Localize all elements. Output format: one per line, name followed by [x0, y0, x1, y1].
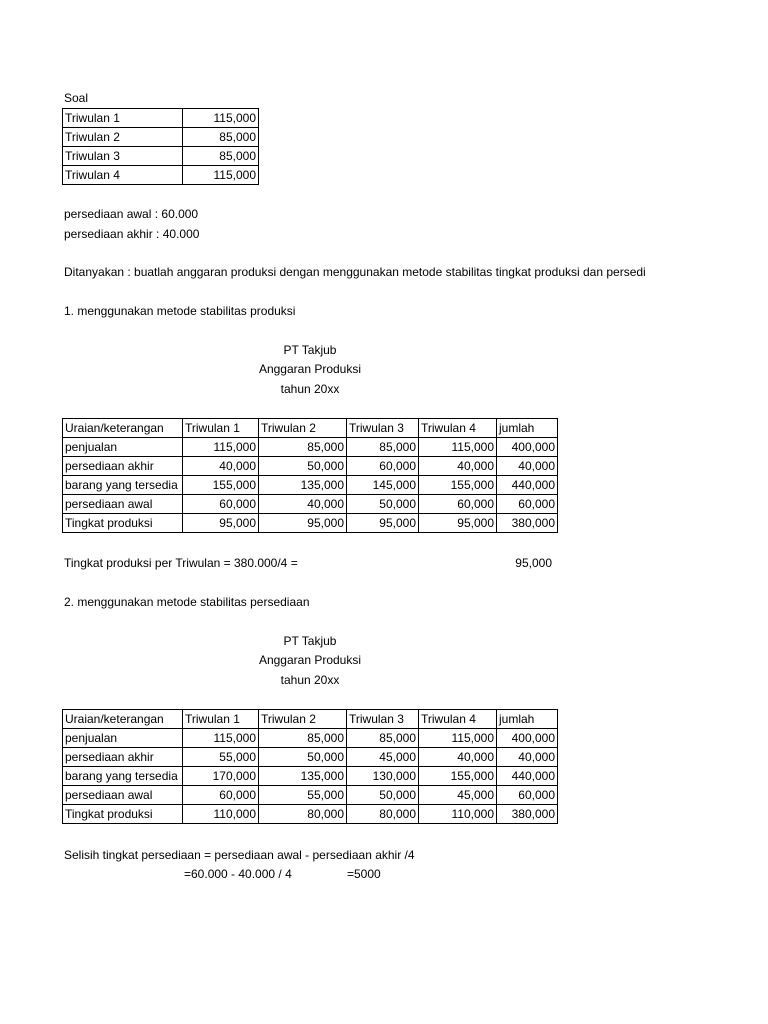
stock-start-text: persediaan awal : 60.000	[64, 207, 199, 221]
table-row	[63, 514, 558, 533]
cell-value: 145,000	[347, 476, 419, 495]
row-label: Triwulan 4	[63, 166, 183, 185]
section2-note-result: =5000	[347, 867, 381, 881]
cell-value: 40,000	[259, 495, 347, 514]
section2-note-line1: Selisih tingkat persediaan = persediaan awal - persediaan akhir /4	[64, 848, 415, 862]
table-row	[63, 729, 558, 748]
cell-value: 155,000	[419, 476, 497, 495]
stock-end-text: persediaan akhir : 40.000	[64, 227, 200, 241]
cell-value: 55,000	[259, 786, 347, 805]
table-row	[63, 109, 259, 128]
column-header: Triwulan 2	[259, 419, 347, 438]
table-row	[63, 805, 558, 824]
table-row	[63, 128, 259, 147]
row-label: persediaan akhir	[63, 457, 183, 476]
row-label: Triwulan 3	[63, 147, 183, 166]
column-header: jumlah	[497, 419, 558, 438]
cell-value: 95,000	[259, 514, 347, 533]
question-text: Ditanyakan : buatlah anggaran produksi dengan menggunakan metode stabilitas tingkat produksi dan persedi	[64, 265, 646, 279]
cell-value: 85,000	[347, 729, 419, 748]
cell-value: 40,000	[419, 457, 497, 476]
section2-note-formula: =60.000 - 40.000 / 4	[184, 867, 292, 881]
row-label: Tingkat produksi	[63, 514, 183, 533]
header-row	[63, 419, 558, 438]
cell-value: 95,000	[347, 514, 419, 533]
cell-value: 170,000	[183, 767, 259, 786]
row-label: persediaan awal	[63, 495, 183, 514]
section1-table	[62, 418, 558, 533]
cell-value: 115,000	[419, 729, 497, 748]
row-label: penjualan	[63, 729, 183, 748]
column-header: Uraian/keterangan	[63, 710, 183, 729]
row-label: barang yang tersedia	[63, 767, 183, 786]
cell-value: 155,000	[419, 767, 497, 786]
section1-note-label: Tingkat produksi per Triwulan = 380.000/4 =	[64, 556, 298, 570]
cell-value: 380,000	[497, 805, 558, 824]
table-row	[63, 748, 558, 767]
column-header: Uraian/keterangan	[63, 419, 183, 438]
row-value: 85,000	[183, 147, 259, 166]
cell-value: 40,000	[497, 457, 558, 476]
row-label: barang yang tersedia	[63, 476, 183, 495]
table-row	[63, 438, 558, 457]
cell-value: 400,000	[497, 729, 558, 748]
section1-note-value: 95,000	[515, 556, 552, 570]
cell-value: 40,000	[183, 457, 259, 476]
row-label: Tingkat produksi	[63, 805, 183, 824]
header-row	[63, 710, 558, 729]
cell-value: 45,000	[347, 748, 419, 767]
section1-table-body	[63, 419, 558, 533]
row-label: persediaan akhir	[63, 748, 183, 767]
column-header: Triwulan 4	[419, 419, 497, 438]
cell-value: 155,000	[183, 476, 259, 495]
cell-value: 110,000	[183, 805, 259, 824]
column-header: jumlah	[497, 710, 558, 729]
cell-value: 60,000	[497, 786, 558, 805]
table-row	[63, 457, 558, 476]
row-label: Triwulan 2	[63, 128, 183, 147]
table-row	[63, 767, 558, 786]
cell-value: 115,000	[419, 438, 497, 457]
row-label: penjualan	[63, 438, 183, 457]
cell-value: 400,000	[497, 438, 558, 457]
cell-value: 60,000	[183, 786, 259, 805]
cell-value: 45,000	[419, 786, 497, 805]
cell-value: 110,000	[419, 805, 497, 824]
section2-company: PT Takjub	[283, 634, 337, 648]
row-value: 85,000	[183, 128, 259, 147]
cell-value: 60,000	[497, 495, 558, 514]
section1-heading: 1. menggunakan metode stabilitas produksi	[64, 304, 296, 318]
cell-value: 55,000	[183, 748, 259, 767]
cell-value: 60,000	[347, 457, 419, 476]
column-header: Triwulan 2	[259, 710, 347, 729]
section1-year: tahun 20xx	[280, 382, 340, 396]
cell-value: 130,000	[347, 767, 419, 786]
table-row	[63, 786, 558, 805]
row-label: Triwulan 1	[63, 109, 183, 128]
cell-value: 135,000	[259, 767, 347, 786]
cell-value: 115,000	[183, 729, 259, 748]
cell-value: 50,000	[347, 495, 419, 514]
section2-table	[62, 709, 558, 824]
cell-value: 115,000	[183, 438, 259, 457]
cell-value: 135,000	[259, 476, 347, 495]
table-row	[63, 147, 259, 166]
row-value: 115,000	[183, 166, 259, 185]
cell-value: 50,000	[347, 786, 419, 805]
section2-heading: 2. menggunakan metode stabilitas persediaan	[64, 595, 310, 609]
column-header: Triwulan 3	[347, 419, 419, 438]
section2-year: tahun 20xx	[280, 673, 340, 687]
row-value: 115,000	[183, 109, 259, 128]
section1-company: PT Takjub	[283, 343, 337, 357]
table-row	[63, 476, 558, 495]
soal-table-body	[63, 109, 259, 185]
cell-value: 50,000	[259, 748, 347, 767]
column-header: Triwulan 4	[419, 710, 497, 729]
cell-value: 95,000	[419, 514, 497, 533]
row-label: persediaan awal	[63, 786, 183, 805]
cell-value: 95,000	[183, 514, 259, 533]
column-header: Triwulan 3	[347, 710, 419, 729]
cell-value: 60,000	[419, 495, 497, 514]
cell-value: 85,000	[259, 729, 347, 748]
cell-value: 440,000	[497, 476, 558, 495]
column-header: Triwulan 1	[183, 710, 259, 729]
cell-value: 40,000	[497, 748, 558, 767]
section2-doc-title: Anggaran Produksi	[258, 653, 362, 667]
column-header: Triwulan 1	[183, 419, 259, 438]
table-row	[63, 495, 558, 514]
section2-table-body	[63, 710, 558, 824]
cell-value: 40,000	[419, 748, 497, 767]
cell-value: 80,000	[347, 805, 419, 824]
cell-value: 80,000	[259, 805, 347, 824]
cell-value: 50,000	[259, 457, 347, 476]
cell-value: 85,000	[259, 438, 347, 457]
table-row	[63, 166, 259, 185]
cell-value: 60,000	[183, 495, 259, 514]
cell-value: 380,000	[497, 514, 558, 533]
section1-doc-title: Anggaran Produksi	[258, 362, 362, 376]
soal-table	[62, 108, 259, 185]
cell-value: 440,000	[497, 767, 558, 786]
cell-value: 85,000	[347, 438, 419, 457]
soal-title: Soal	[64, 91, 89, 105]
